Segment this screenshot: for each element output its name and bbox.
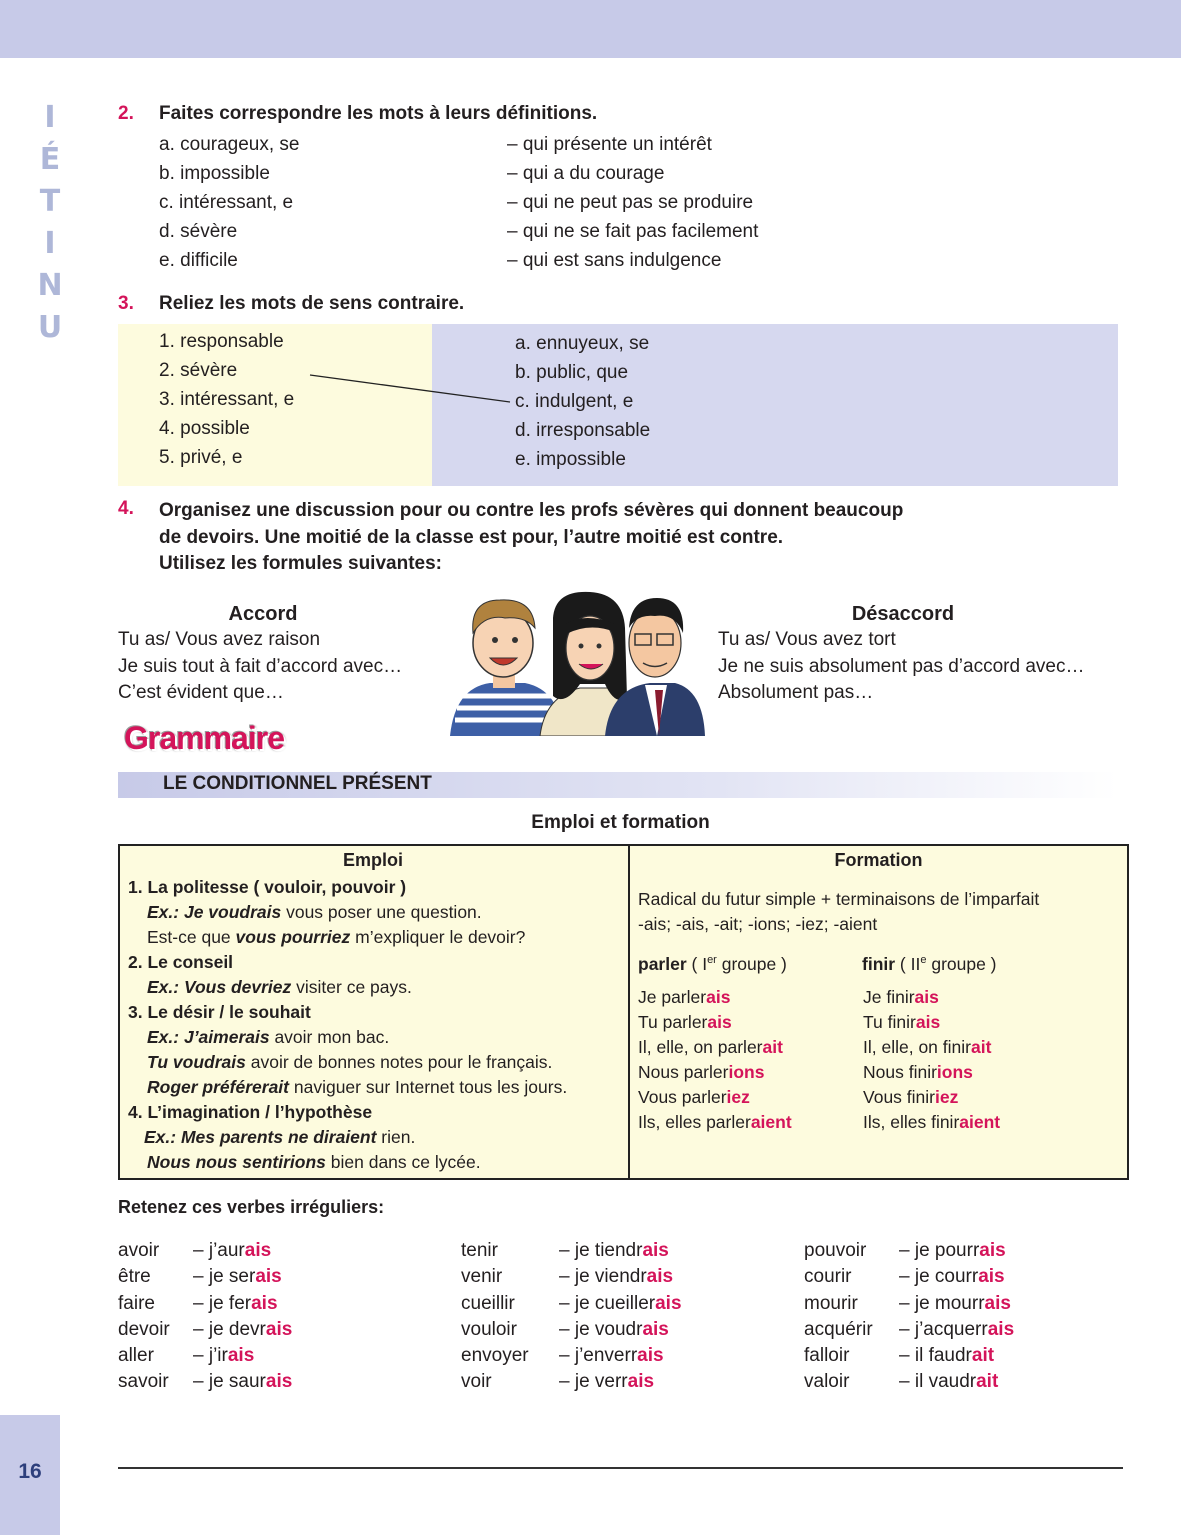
discussion-illustration	[445, 588, 705, 736]
irregular-verb	[118, 1317, 292, 1343]
irregular-verb	[804, 1369, 1014, 1395]
infinitive: venir	[461, 1266, 503, 1288]
conj-ending: ais	[265, 1318, 293, 1340]
conj-line	[863, 1085, 1000, 1110]
conj-ending: ais	[227, 1345, 255, 1367]
irregular-col	[118, 1238, 292, 1396]
unit-letter: N	[37, 268, 63, 303]
accord-line: C’est évident que…	[118, 682, 284, 703]
conj-stem: Nous finir	[863, 1062, 937, 1082]
conj-stem: Vous parler	[638, 1087, 727, 1107]
conj-stem: – je fer	[193, 1292, 252, 1314]
conj-ending: ais	[914, 987, 939, 1007]
example-rest: avoir de bonnes notes pour le français.	[245, 1052, 553, 1072]
ex2-definition: – qui a du courage	[507, 163, 665, 184]
conj-ending: ait	[970, 1037, 992, 1057]
conj-stem: Vous finir	[863, 1087, 935, 1107]
emploi-item-head: 4. L’imagination / l’hypothèse	[128, 1102, 373, 1122]
ex3-left-item: 4. possible	[159, 418, 250, 439]
conj-ending: aient	[959, 1112, 1001, 1132]
irregular-verb	[461, 1291, 682, 1317]
example-verb: Ex.: Mes parents ne diraient	[144, 1127, 377, 1147]
conj-stem: – je mourr	[899, 1292, 985, 1314]
conj-line	[863, 985, 1000, 1010]
infinitive: pouvoir	[804, 1240, 867, 1261]
conj-ending: ais	[706, 987, 731, 1007]
emploi-heading: Emploi	[342, 850, 403, 870]
conj-line	[638, 1110, 792, 1135]
conj-ending: ais	[987, 1318, 1015, 1340]
emploi-example	[128, 1025, 567, 1050]
ex2-words	[159, 130, 299, 275]
ex3-left-item: 5. privé, e	[159, 447, 243, 468]
conj-stem: Tu finir	[863, 1012, 916, 1032]
group-sup: er	[707, 954, 717, 966]
unit-label	[30, 100, 70, 345]
ex2-title: Faites correspondre les mots à leurs définitions.	[159, 103, 598, 124]
conj-ending: ais	[979, 1240, 1006, 1261]
ex2-definition: – qui présente un intérêt	[507, 134, 712, 155]
example-rest: visiter ce pays.	[291, 977, 412, 997]
conj-ending: ais	[642, 1318, 669, 1340]
conj-ending: ait	[971, 1345, 995, 1367]
ex4-line: Organisez une discussion pour ou contre les profs sévères qui donnent beaucoup	[159, 500, 904, 521]
infinitive: mourir	[804, 1292, 858, 1314]
conj-ending: ait	[762, 1037, 783, 1057]
conj-stem: – il vaudr	[899, 1371, 977, 1393]
ex3-left-item: 1. responsable	[159, 331, 284, 352]
ex2-definition: – qui ne se fait pas facilement	[507, 221, 759, 242]
conj-stem: – je tiendr	[559, 1240, 643, 1261]
conj-ending: ais	[637, 1345, 664, 1367]
ex2-definition: – qui est sans indulgence	[507, 250, 722, 271]
conj-ending: ais	[978, 1266, 1005, 1288]
irregular-verb	[118, 1291, 292, 1317]
ex3-right-list	[515, 329, 650, 474]
conj-stem: – je pourr	[899, 1240, 980, 1261]
ex4-instructions	[159, 498, 903, 578]
conj-stem: – je cueiller	[559, 1292, 656, 1314]
verb-name: parler	[638, 953, 687, 974]
formation-heading: Formation	[834, 850, 923, 870]
conj-stem: – il faudr	[899, 1345, 972, 1367]
bottom-rule	[118, 1467, 1123, 1469]
infinitive: falloir	[804, 1345, 850, 1367]
ex3-example-connector	[300, 365, 520, 410]
grammar-title: Grammaire	[124, 720, 284, 756]
infinitive: faire	[118, 1292, 155, 1314]
ex2-number: 2.	[118, 103, 134, 124]
conj-ending: ions	[936, 1062, 973, 1082]
section-title: LE CONDITIONNEL PRÉSENT	[163, 773, 432, 794]
ex3-left-item: 2. sévère	[159, 360, 238, 381]
conj-stem: Ils, elles parler	[638, 1112, 751, 1132]
ex4-line: Utilisez les formules suivantes:	[159, 553, 442, 574]
example-verb: Ex.: J’aimerais	[147, 1027, 270, 1047]
example-verb: Nous nous sentirions	[147, 1152, 326, 1172]
emploi-example	[128, 900, 567, 925]
ex3-number: 3.	[118, 293, 134, 314]
example-rest: bien dans ce lycée.	[325, 1152, 481, 1172]
example-rest: vous poser une question.	[281, 902, 482, 922]
desaccord-list	[718, 627, 1084, 707]
example-verb: Tu voudrais	[147, 1052, 246, 1072]
irregular-verb	[118, 1343, 292, 1369]
irregular-verb	[461, 1369, 682, 1395]
unit-letter: I	[44, 226, 56, 261]
conj-ending: ais	[915, 1012, 941, 1032]
emploi-example	[128, 925, 567, 950]
unit-letter: É	[39, 142, 61, 177]
ex2-definitions	[507, 130, 758, 275]
conj-stem: Ils, elles finir	[863, 1112, 960, 1132]
conj-stem: – je ser	[193, 1266, 256, 1288]
verb-name: finir	[862, 953, 896, 974]
infinitive: avoir	[118, 1240, 160, 1261]
ex3-right-item: d. irresponsable	[515, 420, 651, 441]
parler-header	[638, 948, 787, 977]
finir-conjugation	[863, 985, 1000, 1135]
example-lead: Est-ce que	[147, 927, 236, 947]
desaccord-line: Je ne suis absolument pas d’accord avec…	[718, 655, 1085, 677]
infinitive: être	[118, 1266, 151, 1288]
irregular-verb	[461, 1238, 682, 1264]
conj-ending: ais	[244, 1240, 272, 1261]
accord-title: Accord	[228, 603, 298, 625]
unit-letter: U	[37, 310, 63, 345]
conj-stem: – je courr	[899, 1266, 979, 1288]
group-text: ( II	[895, 953, 921, 974]
ex3-right-item: c. indulgent, e	[515, 391, 634, 412]
accord-line: Tu as/ Vous avez raison	[118, 629, 321, 650]
conj-ending: ais	[984, 1292, 1011, 1314]
infinitive: voir	[461, 1371, 492, 1393]
conj-ending: ais	[707, 1012, 732, 1032]
conj-stem: – je devr	[193, 1318, 266, 1340]
accord-line: Je suis tout à fait d’accord avec…	[118, 655, 403, 677]
conj-stem: – je voudr	[559, 1318, 643, 1340]
irregular-verb	[804, 1264, 1014, 1290]
emploi-item-head: 1. La politesse ( vouloir, pouvoir )	[128, 877, 407, 897]
group-text: ( I	[686, 953, 708, 974]
irregular-verb	[461, 1343, 682, 1369]
infinitive: aller	[118, 1345, 154, 1367]
irregular-verb	[118, 1264, 292, 1290]
infinitive: envoyer	[461, 1345, 529, 1367]
conj-stem: – j’aur	[193, 1240, 245, 1261]
irregular-verb	[804, 1291, 1014, 1317]
conj-ending: ions	[728, 1062, 765, 1082]
conj-stem: – j’acquerr	[899, 1318, 988, 1340]
ex3-title: Reliez les mots de sens contraire.	[159, 293, 465, 314]
conj-line	[863, 1010, 1000, 1035]
infinitive: devoir	[118, 1318, 170, 1340]
accord-list	[118, 627, 402, 707]
conj-line	[863, 1035, 1000, 1060]
conj-stem: – je viendr	[559, 1266, 647, 1288]
infinitive: courir	[804, 1266, 852, 1288]
conj-line	[638, 1085, 792, 1110]
ex4-number: 4.	[118, 498, 134, 519]
conj-ending: ais	[646, 1266, 674, 1288]
infinitive: savoir	[118, 1371, 169, 1393]
top-band	[0, 0, 1181, 58]
example-rest: avoir mon bac.	[269, 1027, 390, 1047]
emploi-list	[128, 875, 567, 1175]
conj-ending: ais	[265, 1371, 293, 1393]
conj-line	[638, 1060, 792, 1085]
irregular-title: Retenez ces verbes irréguliers:	[118, 1197, 385, 1217]
table-divider	[628, 844, 630, 1180]
irregular-verb	[804, 1238, 1014, 1264]
formation-endings: -ais; -ais, -ait; -ions; -iez; -aient	[638, 914, 878, 934]
conj-line	[638, 1035, 792, 1060]
conj-line	[863, 1060, 1000, 1085]
irregular-verb	[804, 1317, 1014, 1343]
desaccord-line: Absolument pas…	[718, 682, 874, 703]
group-sup: e	[920, 954, 927, 966]
conj-stem: Je parler	[638, 987, 707, 1007]
emploi-example	[128, 975, 567, 1000]
conj-ending: ais	[251, 1292, 278, 1314]
irregular-verb	[804, 1343, 1014, 1369]
desaccord-title: Désaccord	[851, 603, 955, 625]
example-verb: Roger préférerait	[147, 1077, 289, 1097]
ex3-right-item: a. ennuyeux, se	[515, 333, 650, 354]
parler-conjugation	[638, 985, 792, 1135]
conj-ending: ais	[255, 1266, 282, 1288]
table-title: Emploi et formation	[531, 812, 710, 833]
emploi-example	[128, 1050, 567, 1075]
emploi-example	[128, 1075, 567, 1100]
ex4-line: de devoirs. Une moitié de la classe est pour, l’autre moitié est contre.	[159, 526, 784, 548]
ex3-left-item: 3. intéressant, e	[159, 389, 295, 410]
conj-ending: ait	[976, 1371, 999, 1393]
conj-ending: ais	[627, 1371, 655, 1393]
conj-line	[638, 985, 792, 1010]
infinitive: acquérir	[804, 1318, 873, 1340]
conj-stem: – j’ir	[193, 1345, 228, 1367]
group-text: groupe )	[716, 953, 787, 974]
conj-stem: – je verr	[559, 1371, 628, 1393]
conj-ending: iez	[726, 1087, 750, 1107]
example-rest: rien.	[376, 1127, 416, 1147]
irregular-col	[804, 1238, 1014, 1396]
ex3-right-item: e. impossible	[515, 449, 626, 470]
irregular-verb	[118, 1369, 292, 1395]
formation-rule: Radical du futur simple + terminaisons de l’imparfait	[638, 889, 1040, 909]
infinitive: tenir	[461, 1240, 498, 1261]
ex3-right-item: b. public, que	[515, 362, 629, 383]
ex3-left-list	[159, 327, 294, 472]
ex2-definition: – qui ne peut pas se produire	[507, 192, 754, 213]
conj-line	[863, 1110, 1000, 1135]
irregular-verb	[118, 1238, 292, 1264]
conj-ending: ais	[655, 1292, 682, 1314]
example-verb: Ex.: Vous devriez	[147, 977, 292, 997]
conj-stem: – j’enverr	[559, 1345, 638, 1367]
conj-stem: – je saur	[193, 1371, 266, 1393]
infinitive: cueillir	[461, 1292, 515, 1314]
unit-letter: I	[44, 100, 56, 135]
irregular-col	[461, 1238, 682, 1396]
conj-stem: Je finir	[863, 987, 915, 1007]
finir-header	[862, 948, 997, 977]
example-verb: Ex.: Je voudrais	[147, 902, 282, 922]
ex2-word: a. courageux, se	[159, 134, 300, 155]
emploi-example	[128, 1150, 567, 1175]
conj-ending: ais	[642, 1240, 669, 1261]
infinitive: vouloir	[461, 1318, 517, 1340]
emploi-example	[128, 1125, 567, 1150]
example-verb: vous pourriez	[235, 927, 351, 947]
ex2-word: d. sévère	[159, 221, 238, 242]
conj-stem: Il, elle, on parler	[638, 1037, 763, 1057]
group-text: groupe )	[926, 953, 997, 974]
example-rest: naviguer sur Internet tous les jours.	[289, 1077, 568, 1097]
ex2-word: c. intéressant, e	[159, 192, 294, 213]
ex2-word: b. impossible	[159, 163, 270, 184]
conj-ending: iez	[934, 1087, 959, 1107]
infinitive: valoir	[804, 1371, 850, 1393]
conj-ending: aient	[750, 1112, 792, 1132]
ex2-word: e. difficile	[159, 250, 238, 271]
example-rest: m’expliquer le devoir?	[350, 927, 526, 947]
irregular-verb	[461, 1317, 682, 1343]
emploi-item-head: 2. Le conseil	[128, 952, 234, 972]
desaccord-line: Tu as/ Vous avez tort	[718, 629, 896, 650]
conj-stem: Il, elle, on finir	[863, 1037, 971, 1057]
emploi-item-head: 3. Le désir / le souhait	[128, 1002, 311, 1022]
conj-stem: Nous parler	[638, 1062, 729, 1082]
unit-letter: T	[39, 184, 61, 219]
conj-stem: Tu parler	[638, 1012, 708, 1032]
page-number: 16	[18, 1460, 42, 1483]
irregular-verb	[461, 1264, 682, 1290]
conj-line	[638, 1010, 792, 1035]
